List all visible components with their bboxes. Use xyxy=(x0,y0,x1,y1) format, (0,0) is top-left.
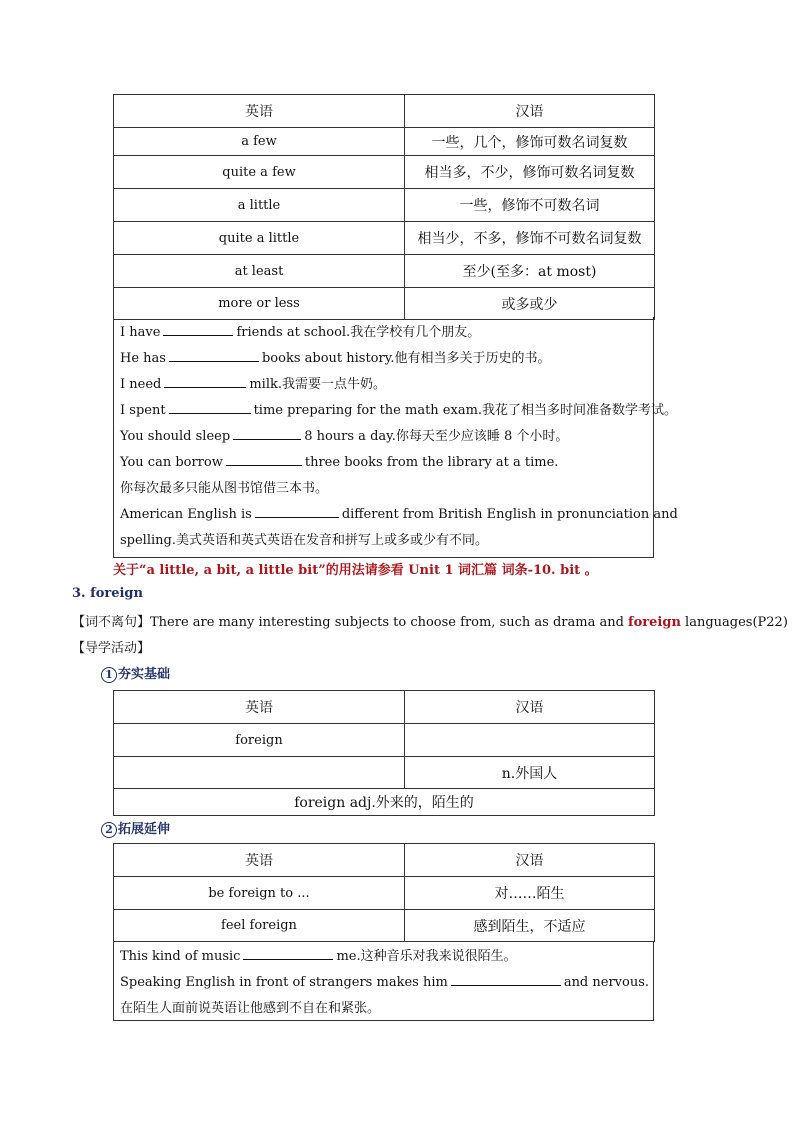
table3-cell-en: be foreign to ... xyxy=(114,877,405,910)
table2-cell-zh[interactable] xyxy=(405,724,655,757)
table1-cell-en: quite a little xyxy=(114,222,405,255)
table1-cell-zh: 相当少，不多，修饰不可数名词复数 xyxy=(405,222,655,255)
table1-cell-en: a little xyxy=(114,189,405,222)
sentence-label: 【词不离句】 xyxy=(72,615,151,630)
table3-header-en: 英语 xyxy=(114,844,405,877)
example-line: I need milk.我需要一点牛奶。 xyxy=(120,377,387,392)
example-line: You can borrow three books from the library at a time. xyxy=(120,455,559,470)
table1-cell-en: quite a few xyxy=(114,156,405,189)
table2-header-zh: 汉语 xyxy=(405,691,655,724)
answer-blank[interactable] xyxy=(226,453,302,466)
table2-cell-en[interactable] xyxy=(114,757,405,789)
table3-cell-zh: 感到陌生，不适应 xyxy=(405,910,655,942)
example-translation: 你每次最多只能从图书馆借三本书。 xyxy=(120,481,329,496)
answer-blank[interactable] xyxy=(255,505,339,518)
example-line: American English is different from British English in pronunciation and xyxy=(120,507,678,522)
table1-cell-zh: 一些，修饰不可数名词 xyxy=(405,189,655,222)
example-line: I have friends at school.我在学校有几个朋友。 xyxy=(120,325,481,340)
answer-blank[interactable] xyxy=(243,947,333,960)
entry-title: 3. foreign xyxy=(72,586,143,601)
examples-box-3 xyxy=(113,941,654,1021)
table1-cell-zh: 相当多，不少，修饰可数名词复数 xyxy=(405,156,655,189)
answer-blank[interactable] xyxy=(169,349,259,362)
table1-header-zh: 汉语 xyxy=(405,95,655,128)
example-line: I spent time preparing for the math exam.我花了相当多时间准备数学考试。 xyxy=(120,403,678,418)
table1-header-en: 英语 xyxy=(114,95,405,128)
example-line: This kind of music me.这种音乐对我来说很陌生。 xyxy=(120,949,517,964)
highlight-word: foreign xyxy=(628,615,681,630)
table3-cell-en: feel foreign xyxy=(114,910,405,942)
table1-cell-zh: 一些，几个，修饰可数名词复数 xyxy=(405,128,655,156)
table1-cell-en: a few xyxy=(114,128,405,156)
example-sentence: 【词不离句】There are many interesting subjects to choose from, such as drama and foreign languages(P22) xyxy=(72,615,788,630)
answer-blank[interactable] xyxy=(169,401,251,414)
example-line: He has books about history.他有相当多关于历史的书。 xyxy=(120,351,551,366)
example-translation: 在陌生人面前说英语让他感到不自在和紧张。 xyxy=(120,1001,381,1016)
section-heading-2: 2 拓展延伸 xyxy=(101,818,170,838)
table1-cell-zh: 至少(至多：at most) xyxy=(405,255,655,288)
answer-blank[interactable] xyxy=(233,427,301,440)
table2-merged-row: foreign adj.外来的，陌生的 xyxy=(114,789,655,816)
vocab-table-1 xyxy=(113,94,655,320)
table2-header-en: 英语 xyxy=(114,691,405,724)
section-heading-1: 1 夯实基础 xyxy=(101,663,170,683)
example-line: Speaking English in front of strangers makes him and nervous. xyxy=(120,975,650,990)
answer-blank[interactable] xyxy=(164,375,246,388)
table1-cell-en: at least xyxy=(114,255,405,288)
vocab-table-3 xyxy=(113,843,655,942)
example-translation: spelling.美式英语和英式英语在发音和拼写上或多或少有不同。 xyxy=(120,533,488,548)
table3-header-zh: 汉语 xyxy=(405,844,655,877)
table1-cell-zh: 或多或少 xyxy=(405,288,655,320)
examples-box-1 xyxy=(113,317,678,558)
example-line: You should sleep 8 hours a day.你每天至少应该睡 8 个小时。 xyxy=(120,429,569,444)
table3-cell-zh: 对……陌生 xyxy=(405,877,655,910)
table1-cell-en: more or less xyxy=(114,288,405,320)
table2-cell-en: foreign xyxy=(114,724,405,757)
activity-label: 【导学活动】 xyxy=(72,641,151,656)
answer-blank[interactable] xyxy=(163,323,233,336)
table2-cell-zh: n.外国人 xyxy=(405,757,655,789)
number-circle: 1 xyxy=(101,667,117,683)
reference-note: 关于“a little, a bit, a little bit”的用法请参看 Unit 1 词汇篇 词条-10. bit 。 xyxy=(113,563,598,578)
number-circle: 2 xyxy=(101,822,117,838)
answer-blank[interactable] xyxy=(451,973,561,986)
vocab-table-2 xyxy=(113,690,655,816)
